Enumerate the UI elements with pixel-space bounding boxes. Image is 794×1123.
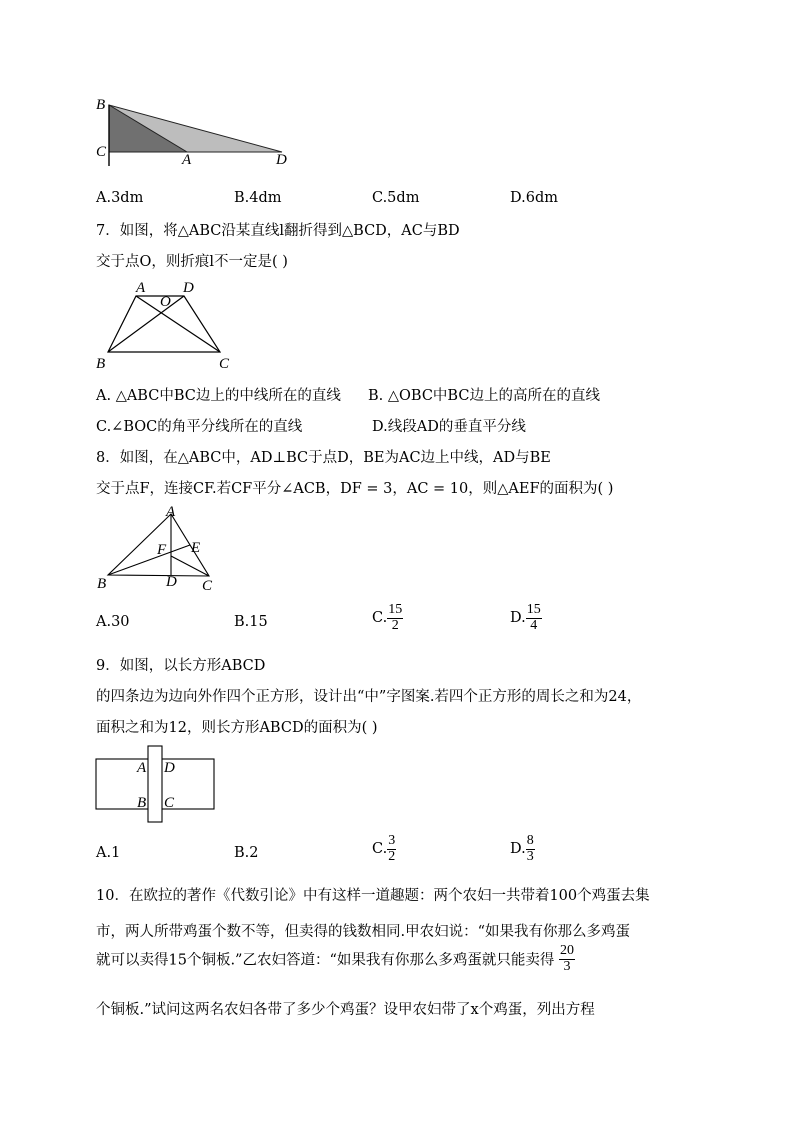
label-c: C bbox=[96, 144, 107, 160]
q10-text-line1: 10．在欧拉的著作《代数引论》中有这样一道趣题：两个农妇一共带着100个鸡蛋去集 bbox=[96, 888, 650, 904]
q6-option-a: A.3dm bbox=[96, 190, 144, 206]
q7-option-b: B. △OBC中BC边上的高所在的直线 bbox=[368, 388, 600, 404]
q8-figure bbox=[92, 504, 222, 594]
q9-text-line1: 9．如图，以长方形ABCD bbox=[96, 658, 266, 674]
q7-label-a: A bbox=[136, 280, 146, 296]
q9-label-b: B bbox=[137, 795, 147, 811]
label-a: A bbox=[182, 152, 192, 168]
q8-label-c: C bbox=[202, 578, 213, 594]
q8-label-e: E bbox=[191, 540, 201, 556]
q7-option-c: C.∠BOC的角平分线所在的直线 bbox=[96, 419, 303, 435]
q7-option-a: A. △ABC中BC边上的中线所在的直线 bbox=[96, 388, 341, 404]
q6-option-b: B.4dm bbox=[234, 190, 282, 206]
q9-option-c: C. $\frac{3}{2}$ bbox=[372, 833, 396, 864]
label-d: D bbox=[276, 152, 287, 168]
q8-text-line2: 交于点F，连接CF.若CF平分∠ACB，DF = 3，AC = 10，则△AEF的面积为( ) bbox=[96, 481, 614, 497]
q8-option-d: D. $\frac{15}{4}$ bbox=[510, 602, 541, 633]
q10-text-line2: 市，两人所带鸡蛋个数不等，但卖得的钱数相同.甲农妇说：“如果我有你那么多鸡蛋 bbox=[96, 924, 631, 940]
q7-text-line1: 7．如图，将△ABC沿某直线l翻折得到△BCD，AC与BD bbox=[96, 223, 460, 239]
q10-text-line3: 就可以卖得15个铜板.”乙农妇答道：“如果我有你那么多鸡蛋就只能卖得 $\frac{20}{3}$ bbox=[96, 943, 574, 974]
q9-figure bbox=[94, 744, 218, 826]
q8-option-b: B.15 bbox=[234, 614, 268, 630]
q10-text-line4: 个铜板.”试问这两名农妇各带了多少个鸡蛋？设甲农妇带了x个鸡蛋，列出方程 bbox=[96, 1002, 595, 1018]
q8-label-d: D bbox=[166, 574, 177, 590]
q7-label-o: O bbox=[160, 294, 171, 310]
q9-label-d: D bbox=[164, 760, 175, 776]
q7-label-c: C bbox=[219, 356, 230, 372]
q8-label-b: B bbox=[97, 576, 107, 592]
q8-text-line1: 8．如图，在△ABC中，AD⊥BC于点D，BE为AC边上中线，AD与BE bbox=[96, 450, 551, 466]
q9-option-d: D. $\frac{8}{3}$ bbox=[510, 833, 534, 864]
q6-figure bbox=[90, 92, 300, 168]
q7-text-line2: 交于点O，则折痕l不一定是( ) bbox=[96, 254, 288, 270]
q9-label-c: C bbox=[164, 795, 175, 811]
q7-label-b: B bbox=[96, 356, 106, 372]
q7-figure bbox=[90, 276, 250, 372]
q8-label-a: A bbox=[166, 504, 176, 520]
q6-option-d: D.6dm bbox=[510, 190, 558, 206]
q7-label-d: D bbox=[183, 280, 194, 296]
q9-text-line2: 的四条边为边向外作四个正方形，设计出“中”字图案.若四个正方形的周长之和为24， bbox=[96, 689, 642, 705]
label-b: B bbox=[96, 97, 106, 113]
q8-option-c: C. $\frac{15}{2}$ bbox=[372, 602, 403, 633]
q9-option-a: A.1 bbox=[96, 845, 121, 861]
q9-text-line3: 面积之和为12，则长方形ABCD的面积为( ) bbox=[96, 720, 378, 736]
q6-option-c: C.5dm bbox=[372, 190, 420, 206]
q8-option-a: A.30 bbox=[96, 614, 130, 630]
q8-label-f: F bbox=[157, 542, 167, 558]
q10-fraction: $\frac{20}{3}$ bbox=[560, 943, 574, 974]
q9-label-a: A bbox=[137, 760, 147, 776]
q9-option-b: B.2 bbox=[234, 845, 259, 861]
q7-option-d: D.线段AD的垂直平分线 bbox=[372, 419, 526, 435]
